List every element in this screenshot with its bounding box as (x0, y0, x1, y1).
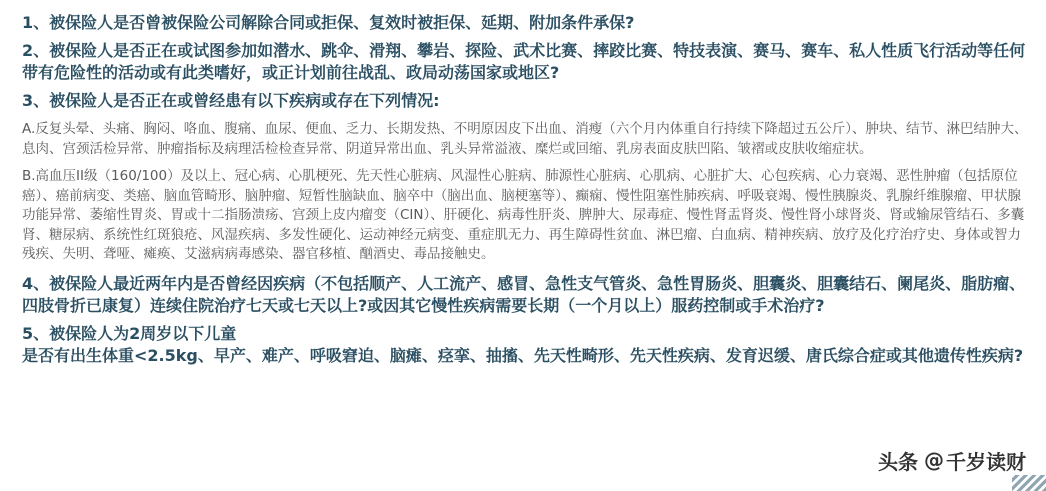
corner-decoration (1012, 475, 1046, 491)
watermark (866, 443, 1038, 477)
watermark-author: 千岁读财 (946, 449, 1026, 474)
question-2: 2、被保险人是否正在或试图参加如潜水、跳伞、滑翔、攀岩、探险、武术比赛、摔跤比赛、特技表演、赛马、赛车、私人性质飞行活动等任何带有危险性的活动或有此类嗜好，或正计划前往战乱、政局动荡国家或地区? (22, 41, 1026, 82)
question-3: 3、被保险人是否正在或曾经患有以下疾病或存在下列情况: (22, 91, 440, 110)
question-3-item-b: B.高血压II级（160/100）及以上、冠心病、心肌梗死、先天性心脏病、风湿性心脏病、肺源性心脏病、心肌病、心脏扩大、心包疾病、心力衰竭、恶性肿瘤（包括原位癌）、癌前病变、类癌、脑血管畸形、脑肿瘤、短暂性脑缺血、脑卒中（脑出血、脑梗塞等）、癫痫、慢性阻塞性肺疾病、呼吸衰竭、慢性胰腺炎、乳腺纤维腺瘤、甲状腺功能异常、萎缩性胃炎、胃或十二指肠溃疡、宫颈上皮内瘤变（CIN）、肝硬化、病毒性肝炎、脾肿大、尿毒症、慢性肾盂肾炎、慢性肾小球肾炎、肾或输尿管结石、多囊肾、糖尿病、系统性红斑狼疮、风湿疾病、多发性硬化、运动神经元病变、重症肌无力、再生障碍性贫血、淋巴瘤、白血病、精神疾病、放疗及化疗治疗史、身体或智力残疾、失明、聋哑、瘫痪、艾滋病病毒感染、器官移植、酗酒史、毒品接触史。 (22, 168, 1025, 262)
question-5-body: 是否有出生体重<2.5kg、早产、难产、呼吸窘迫、脑瘫、痉挛、抽搐、先天性畸形、先天性疾病、发育迟缓、唐氏综合症或其他遗传性疾病? (22, 345, 1024, 365)
questionnaire (22, 12, 1034, 367)
question-5-title: 5、被保险人为2周岁以下儿童 (22, 323, 237, 343)
question-3-item-a: A.反复头晕、头痛、胸闷、咯血、腹痛、血尿、便血、乏力、长期发热、不明原因皮下出血、消瘦（六个月内体重自行持续下降超过五公斤）、肿块、结节、淋巴结肿大、息肉、宫颈活检异常、肿瘤指标及病理活检检查异常、阴道异常出血、乳头异常溢液、糜烂或回缩、乳房表面皮肤凹陷、皱褶或皮肤收缩症状。 (22, 121, 1028, 157)
question-1: 1、被保险人是否曾被保险公司解除合同或拒保、复效时被拒保、延期、附加条件承保? (22, 13, 635, 32)
watermark-at: @ (924, 448, 944, 472)
question-4: 4、被保险人最近两年内是否曾经因疾病（不包括顺产、人工流产、感冒、急性支气管炎、急性胃肠炎、胆囊炎、胆囊结石、阑尾炎、脂肪瘤、四肢骨折已康复）连续住院治疗七天或七天以上?或因其它慢性疾病需要长期（一个月以上）服药控制或手术治疗? (22, 273, 1026, 315)
watermark-source: 头条 (878, 449, 918, 474)
